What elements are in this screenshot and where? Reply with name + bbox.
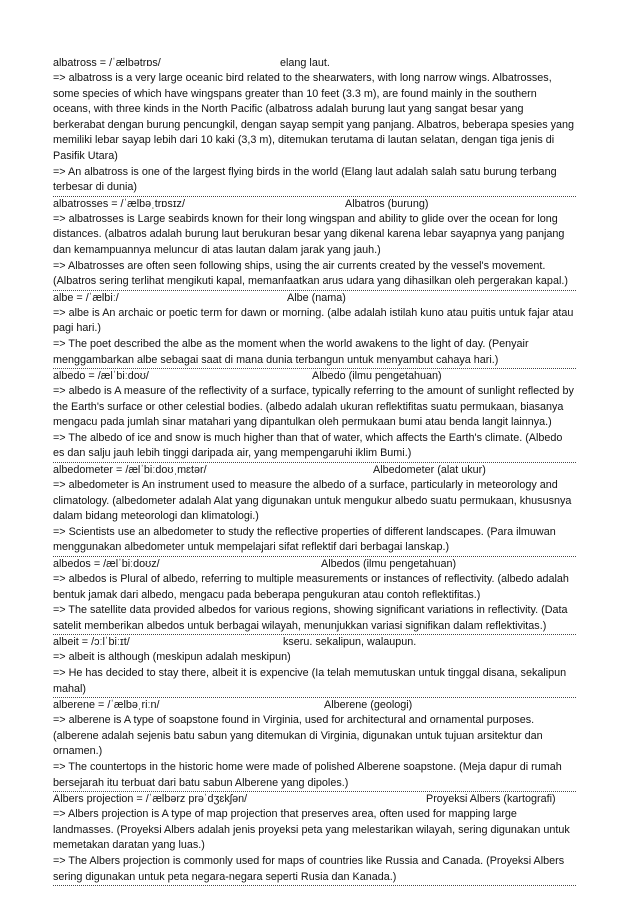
entry-term: albeit = /ɔːlˈbiːɪt/ (53, 636, 130, 649)
dictionary-page (53, 56, 576, 886)
entry-header (53, 698, 576, 713)
entry-header (53, 369, 576, 384)
dictionary-entry-alberene (53, 697, 576, 791)
entry-definition: => albatrosses is Large seabirds known for their long wingspan and ability to glide over the ocean for long distances. (albatros adalah burung laut berukuran besar yang dikenal karena lebar sayapnya yang panjang dan kemampuannya meluncur di atas lautan dalam jarak yang jauh.) (53, 212, 565, 256)
entry-example: => He has decided to stay there, albeit it is expencive (Ia telah memutuskan untuk tinggal disana, sekalipun mahal) (53, 667, 567, 695)
entry-term: alberene = /ˈælbəˌriːn/ (53, 699, 160, 712)
entry-example: => Albatrosses are often seen following ships, using the air currents created by the vessel's movement. (Albatros sering terlihat mengikuti kapal, memanfaatkan arus udara yang dihasilkan oleh pergerakan kapal.) (53, 259, 568, 288)
entry-example: => Scientists use an albedometer to study the reflective properties of different landscapes. (Para ilmuwan menggunakan albedometer untuk mempelajari sifat reflektif dari berbagai lanskap.) (53, 525, 556, 554)
entry-definition: => albedometer is An instrument used to measure the albedo of a surface, particularly in meteorology and climatology. (albedometer adalah Alat yang digunakan untuk mengukur albedo suatu permukaan, khususnya dalam bidang meteorologi dan klimatologi.) (53, 479, 572, 523)
dictionary-entry-albedo (53, 368, 576, 462)
dictionary-entry-albedos (53, 556, 576, 634)
entry-definition: => albatross is a very large oceanic bird related to the shearwaters, with long narrow wings. Albatrosses, some species of which have wingspans greater than 10 feet (3.3 m), are found mainly in the southern oceans, with three kinds in the North Pacific (albatross adalah burung laut yang sangat besar yang berkerabat dengan burung pencungkil, dengan sayap sempit yang panjang. Albatros, beberapa spesies yang memiliki lebar sayap lebih dari 10 kaki (3,3 m), ditemukan terutama di lautan selatan, dengan tiga jenis di Pasifik Utara) (53, 72, 575, 162)
entry-term: albedo = /ælˈbiːdoʊ/ (53, 370, 149, 383)
dictionary-entry-albatross (53, 56, 576, 196)
entry-term: albedometer = /ælˈbiːdoʊˌmɛtər/ (53, 464, 207, 477)
dictionary-entry-albedometer (53, 462, 576, 556)
entry-header (53, 197, 576, 212)
entry-example: => The albedo of ice and snow is much higher than that of water, which affects the Earth's climate. (Albedo es dan salju jauh lebih tinggi daripada air, yang mempengaruhi iklim Bumi.) (53, 431, 563, 460)
entry-translation: Albatros (burung) (345, 197, 429, 210)
entry-translation: kseru. sekalipun, walaupun. (283, 636, 417, 649)
entry-definition: => albe is An archaic or poetic term for dawn or morning. (albe adalah istilah kuno atau puitis untuk fajar atau pagi hari.) (53, 306, 574, 335)
entry-example: => An albatross is one of the largest flying birds in the world (Elang laut adalah salah satu burung terbang terbesar di dunia) (53, 165, 557, 194)
dictionary-entry-albe (53, 290, 576, 368)
entry-term: albatrosses = /ˈælbəˌtrɒsɪz/ (53, 197, 185, 210)
entry-definition: => Albers projection is A type of map projection that preserves area, often used for mapping large landmasses. (Proyeksi Albers adalah jenis proyeksi peta yang melestarikan wilayah, sering digunakan untuk memetakan daratan yang luas.) (53, 808, 570, 852)
entry-translation: Albedo (ilmu pengetahuan) (312, 370, 442, 383)
entry-example: => The countertops in the historic home were made of polished Alberene soapstone. (Meja dapur di rumah bersejarah itu terbuat dari batu sabun Alberene yang dipoles.) (53, 760, 562, 789)
entry-term: albedos = /ælˈbiːdoʊz/ (53, 558, 160, 571)
dictionary-entry-albatrosses (53, 196, 576, 290)
entry-translation: Albedos (ilmu pengetahuan) (321, 558, 457, 571)
entry-header (53, 792, 576, 807)
entry-translation: Albedometer (alat ukur) (373, 464, 486, 477)
entry-translation: Alberene (geologi) (324, 699, 413, 712)
dictionary-entry-albers-projection (53, 791, 576, 886)
entry-example: => The satellite data provided albedos for various regions, showing significant variations in reflectivity. (Data satelit memberikan albedos untuk berbagai wilayah, menunjukkan variasi signifikan dalam reflektivitas.) (53, 604, 568, 632)
entry-header (53, 291, 576, 306)
entry-header (53, 557, 576, 572)
entry-header (53, 56, 576, 71)
entry-translation: elang laut. (280, 57, 330, 69)
entry-translation: Albe (nama) (287, 291, 346, 304)
entry-definition: => albedo is A measure of the reflectivity of a surface, typically referring to the amount of sunlight reflected by the Earth's surface or other celestial bodies. (albedo adalah ukuran reflektifitas suatu permukaan, biasanya mengacu pada jumlah sinar matahari yang dipantulkan oleh permukaan bumi atau benda langit lainnya.) (53, 385, 574, 429)
entry-translation: Proyeksi Albers (kartografi) (426, 793, 556, 806)
entry-term: albatross = /ˈælbətrɒs/ (53, 57, 161, 69)
dictionary-entry-albeit (53, 634, 576, 697)
entry-header (53, 463, 576, 478)
entry-definition: => albeit is although (meskipun adalah meskipun) (53, 651, 291, 664)
entry-example: => The poet described the albe as the moment when the world awakens to the light of day. (Penyair menggambarkan albe sebagai saat di mana dunia terbangun untuk menyambut cahaya hari.) (53, 337, 529, 366)
entry-header (53, 635, 576, 650)
entry-definition: => alberene is A type of soapstone found in Virginia, used for architectural and ornamental purposes. (alberene adalah sejenis batu sabun yang ditemukan di Virginia, digunakan untuk tujuan arsitektur dan ornamen.) (53, 714, 543, 758)
entry-term: Albers projection = /ˈælbərz prəˈdʒɛkʃən/ (53, 793, 248, 806)
entry-example: => The Albers projection is commonly used for maps of countries like Russia and Canada. (Proyeksi Albers sering digunakan untuk peta negara-negara seperti Rusia dan Kanada.) (53, 854, 565, 883)
entry-definition: => albedos is Plural of albedo, referring to multiple measurements or instances of reflectivity. (albedo adalah bentuk jamak dari albedo, mengacu pada beberapa pengukuran atau contoh reflektifitas.) (53, 573, 569, 601)
entry-term: albe = /ˈælbiː/ (53, 291, 119, 304)
